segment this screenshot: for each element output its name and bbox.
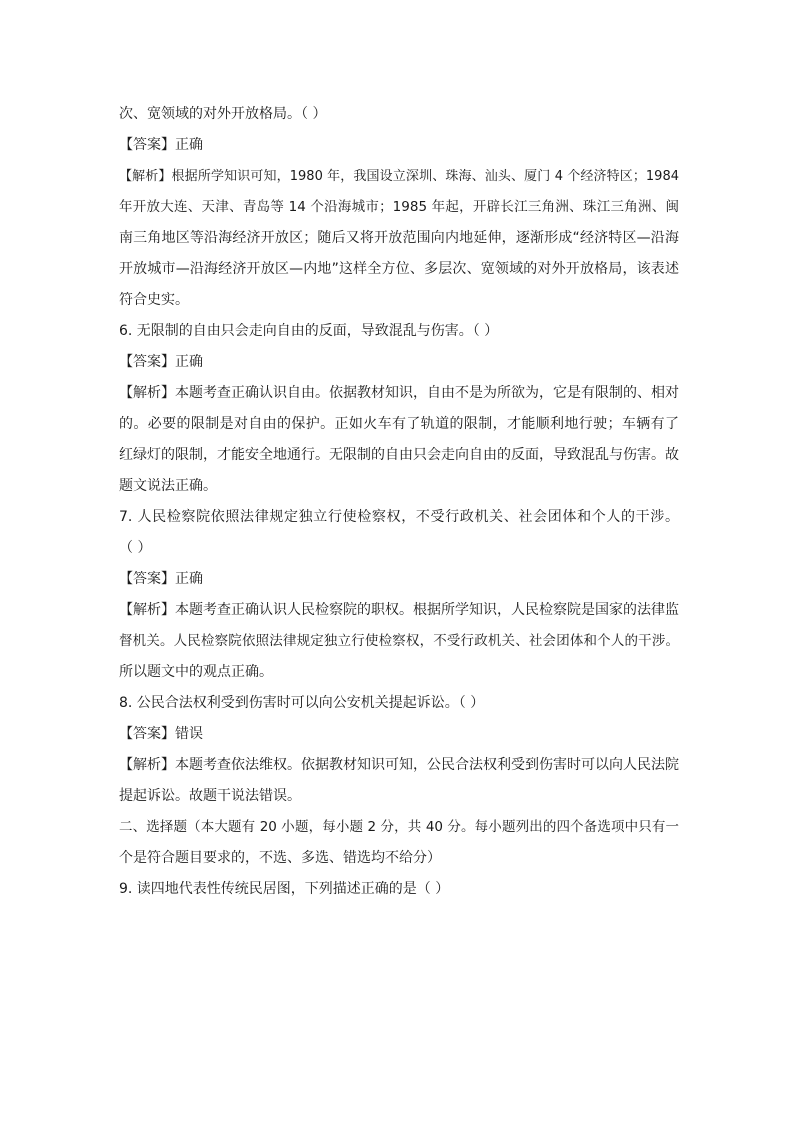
explanation-line: 【解析】根据所学知识可知，1980 年，我国设立深圳、珠海、汕头、厦门 4 个经济特区；1984 — [119, 169, 679, 184]
text-line: 督机关。人民检察院依照法律规定独立行使检察权，不受行政机关、社会团体和个人的干涉。 — [119, 633, 679, 649]
answer-line: 【答案】错误 — [119, 726, 203, 742]
explanation-line: 【解析】本题考查正确认识人民检察院的职权。根据所学知识，人民检察院是国家的法律监 — [119, 602, 679, 618]
question-8: 8. 公民合法权利受到伤害时可以向公安机关提起诉讼。（ ） — [119, 695, 485, 711]
text-line: 题文说法正确。 — [119, 478, 217, 494]
explanation-line: 【解析】本题考查正确认识自由。依据教材知识，自由不是为所欲为，它是有限制的、相对 — [119, 385, 679, 401]
text-line: 符合史实。 — [119, 292, 189, 308]
text-line: （ ） — [119, 540, 152, 556]
answer-line: 【答案】正确 — [119, 571, 203, 587]
text-line: 次、宽领域的对外开放格局。（ ） — [119, 106, 327, 122]
explanation-line: 【解析】本题考查依法维权。依据教材知识可知，公民合法权利受到伤害时可以向人民法院 — [119, 757, 679, 773]
text-line: 的。必要的限制是对自由的保护。正如火车有了轨道的限制，才能顺利地行驶；车辆有了 — [119, 416, 679, 432]
text-line: 提起诉讼。故题干说法错误。 — [119, 788, 301, 804]
question-9: 9. 读四地代表性传统民居图，下列描述正确的是（ ） — [119, 881, 450, 897]
text-line: 南三角地区等沿海经济开放区；随后又将开放范围向内地延伸，逐渐形成“经济特区—沿海 — [119, 230, 679, 246]
question-7: 7. 人民检察院依照法律规定独立行使检察权，不受行政机关、社会团体和个人的干涉。 — [119, 509, 679, 525]
question-6: 6. 无限制的自由只会走向自由的反面，导致混乱与伤害。（ ） — [119, 323, 499, 339]
text-line: 红绿灯的限制，才能安全地通行。无限制的自由只会走向自由的反面，导致混乱与伤害。故 — [119, 447, 679, 463]
section-heading: 二、选择题（本大题有 20 小题，每小题 2 分，共 40 分。每小题列出的四个备选项中只有一 — [119, 819, 679, 835]
answer-line: 【答案】正确 — [119, 354, 203, 370]
text-line: 所以题文中的观点正确。 — [119, 664, 273, 680]
text-line: 年开放大连、天津、青岛等 14 个沿海城市；1985 年起，开辟长江三角洲、珠江三角洲、闽 — [119, 199, 679, 215]
text-line: 个是符合题目要求的，不选、多选、错选均不给分） — [119, 850, 441, 866]
answer-line: 【答案】正确 — [119, 137, 203, 153]
text-line: 开放城市—沿海经济开放区—内地”这样全方位、多层次、宽领域的对外开放格局，该表述 — [119, 261, 679, 277]
document-body — [119, 99, 679, 905]
